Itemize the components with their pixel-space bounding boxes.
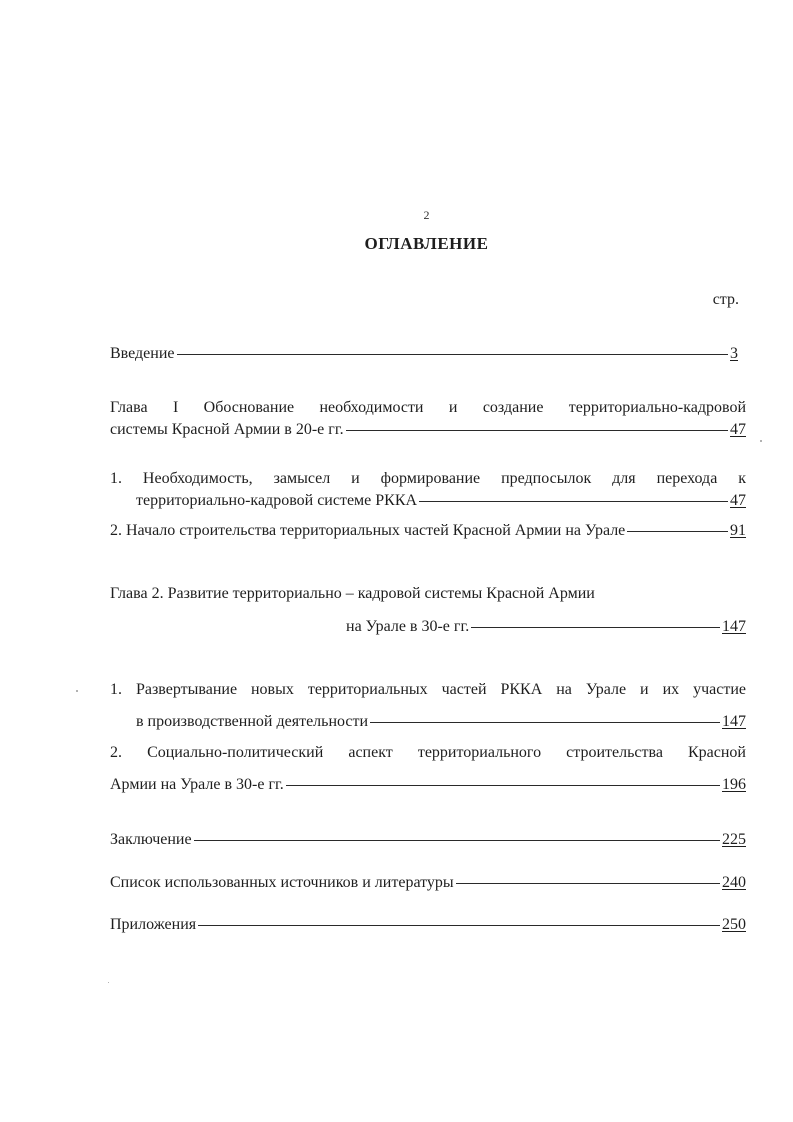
toc-section-2-1-line1: 1. Развертывание новых территориальных частей РККА на Урале и их участие (110, 681, 746, 698)
toc-chapter-2-line1: Глава 2. Развитие территориально – кадровой системы Красной Армии (110, 585, 595, 602)
dot-leader (471, 626, 720, 628)
toc-entry-text: в производственной деятельности (136, 713, 369, 730)
toc-entry-text: Введение (110, 345, 175, 362)
scan-speck (76, 690, 78, 692)
toc-section-2-2-line1: 2. Социально-политический аспект территориального строительства Красной (110, 744, 746, 761)
toc-entry-text: Приложения (110, 916, 197, 933)
dot-leader (419, 500, 728, 502)
toc-entry-conclusion (110, 830, 746, 850)
toc-entry-text: системы Красной Армии в 20-е гг. (110, 421, 344, 438)
dot-leader (456, 882, 720, 884)
dot-leader (198, 924, 720, 926)
toc-entry-text: Список использованных источников и литературы (110, 874, 454, 891)
toc-entry-text: Заключение (110, 831, 192, 848)
toc-section-2-1-line2 (136, 712, 746, 732)
toc-page-number: 240 (722, 874, 746, 891)
dot-leader (286, 784, 720, 786)
toc-page-number: 196 (722, 776, 746, 793)
toc-page-number: 3 (730, 345, 738, 362)
scan-speck (108, 982, 109, 983)
toc-section-1-1-line2 (136, 491, 746, 511)
toc-entry-sources (110, 873, 746, 893)
toc-entry-text: Армии на Урале в 30-е гг. (110, 776, 284, 793)
toc-section-2-2-line2 (110, 775, 746, 795)
dot-leader (194, 839, 720, 841)
dot-leader (346, 429, 728, 431)
toc-page-number: 250 (722, 916, 746, 933)
page-column-label: стр. (712, 291, 739, 308)
toc-page-number: 47 (730, 492, 746, 509)
toc-page-number: 147 (722, 713, 746, 730)
dot-leader (627, 530, 728, 532)
toc-page-number: 225 (722, 831, 746, 848)
toc-chapter-1-line1: Глава I Обоснование необходимости и создание территориально-кадровой (110, 399, 746, 416)
toc-section-1-2 (110, 521, 746, 541)
page-title: ОГЛАВЛЕНИЕ (364, 234, 489, 253)
toc-page-number: 47 (730, 421, 746, 438)
toc-entry-text: территориально-кадровой системе РККА (136, 492, 418, 509)
scan-speck (760, 440, 762, 442)
toc-page-number: 91 (730, 522, 746, 539)
toc-entry-text: 2. Начало строительства территориальных частей Красной Армии на Урале (110, 522, 626, 539)
dot-leader (370, 721, 720, 723)
toc-entry-appendices (110, 915, 746, 935)
toc-chapter-1-line2 (110, 420, 746, 440)
toc-entry-intro (110, 344, 738, 364)
toc-chapter-2-line2 (346, 617, 746, 637)
page-number: 2 (423, 208, 430, 222)
toc-entry-text: на Урале в 30-е гг. (346, 618, 470, 635)
dot-leader (177, 353, 729, 355)
toc-section-1-1-line1: 1. Необходимость, замысел и формирование предпосылок для перехода к (110, 470, 746, 487)
toc-page-number: 147 (722, 618, 746, 635)
